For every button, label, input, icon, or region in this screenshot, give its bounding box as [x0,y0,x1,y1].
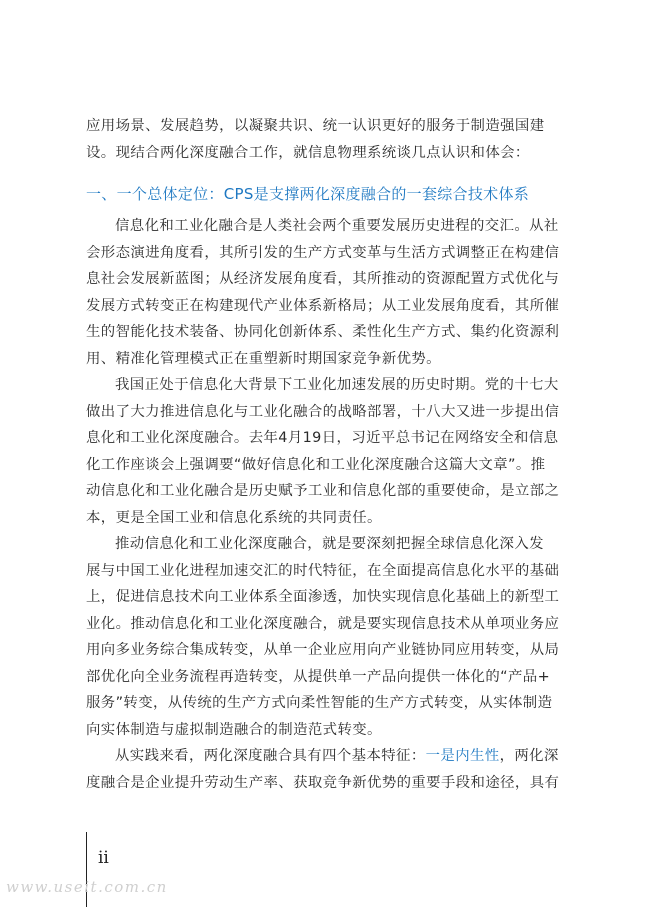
body-text [86,113,564,796]
paragraph [86,372,564,531]
paragraph-text: 从实践来看，两化深度融合具有四个基本特征： [115,748,426,764]
paragraph-line: 推动信息化和工业化深度融合，就是要深刻把握全球信息化深入发 [115,536,544,552]
paragraph-line: 向实体制造与虚拟制造融合的制造范式转变。 [86,721,382,738]
intro-line: 设。现结合两化深度融合工作，就信息物理系统谈几点认识和体会： [86,144,530,161]
paragraph-line: 会形态演进角度看，其所引发的生产方式变革与生活方式调整正在构建信 [86,244,560,261]
paragraph-line: 用向多业务综合集成转变，从单一企业应用向产业链协同应用转变，从局 [86,642,560,658]
paragraph-line: 息社会发展新蓝图；从经济发展角度看，其所推动的资源配置方式优化与 [86,271,560,287]
watermark: www.useit.com.cn [6,878,168,896]
paragraph-line: 本，更是全国工业和信息化系统的共同责任。 [86,509,382,526]
paragraph [86,743,564,796]
highlighted-term: 一是内生性 [425,748,500,764]
paragraph-line: 度融合是企业提升劳动生产率、获取竞争新优势的重要手段和途径，具有 [86,774,560,791]
paragraph [86,531,564,743]
page-number: ii [98,848,109,868]
paragraph-line: 用、精准化管理模式正在重塑新时期国家竞争新优势。 [86,350,441,367]
paragraph-line: 业化。推动信息化和工业化深度融合，就是要实现信息技术从单项业务应 [86,615,560,632]
paragraph-line: 动信息化和工业化融合是历史赋予工业和信息化部的重要使命，是立部之 [86,483,560,499]
paragraph-line: 服务”转变，从传统的生产方式向柔性智能的生产方式转变，从实体制造 [86,695,553,711]
paragraph-line: 展与中国工业化进程加速交汇的时代特征，在全面提高信息化水平的基础 [86,562,560,579]
paragraph [86,213,564,372]
paragraph-line: 息化和工业化深度融合。去年4月19日，习近平总书记在网络安全和信息 [86,430,559,446]
paragraph-line: 做出了大力推进信息化与工业化融合的战略部署，十八大又进一步提出信 [86,403,560,420]
paragraph-line: 部优化向全业务流程再造转变，从提供单一产品向提供一体化的“产品+ [86,668,551,685]
paragraph-line: 生的智能化技术装备、协同化创新体系、柔性化生产方式、集约化资源利 [86,324,560,340]
paragraph-line: 上，促进信息技术向工业体系全面渗透，加快实现信息化基础上的新型工 [86,589,560,605]
paragraph-line: 信息化和工业化融合是人类社会两个重要发展历史进程的交汇。从社 [115,218,559,234]
paragraph-line: 化工作座谈会上强调要“做好信息化和工业化深度融合这篇大文章”。推 [86,456,546,473]
section-heading: 一、一个总体定位：CPS是支撑两化深度融合的一套综合技术体系 [86,185,530,203]
paragraph-line: 我国正处于信息化大背景下工业化加速发展的历史时期。党的十七大 [115,377,559,393]
intro-line: 应用场景、发展趋势，以凝聚共识、统一认识更好的服务于制造强国建 [86,118,545,134]
paragraph-text: ，两化深 [499,748,559,764]
paragraph-line: 发展方式转变正在构建现代产业体系新格局；从工业发展角度看，其所催 [86,297,560,314]
paragraph-line [86,743,564,770]
